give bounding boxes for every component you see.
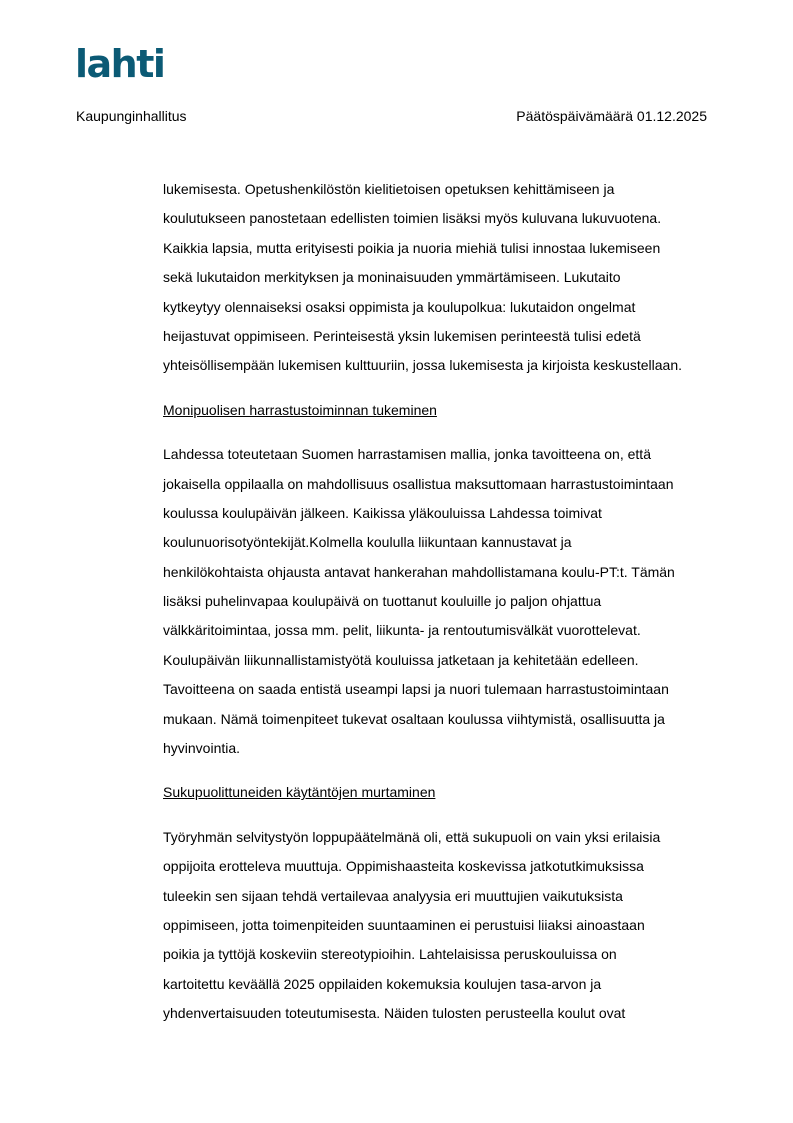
heading-text: Sukupuolittuneiden käytäntöjen murtaminen — [163, 784, 436, 801]
text-line: Koulupäivän liikunnallistamistyötä kouluissa jatketaan ja kehitetään edelleen. — [163, 651, 639, 668]
text-line: koulussa koulupäivän jälkeen. Kaikissa yläkouluissa Lahdessa toimivat — [163, 504, 602, 521]
text-line: yhteisöllisempään lukemisen kulttuuriin, jossa lukemisesta ja kirjoista keskustellaan. — [163, 357, 683, 374]
lahti-logo: lahti — [75, 42, 165, 86]
text-line: Tavoitteena on saada entistä useampi lapsi ja nuori tulemaan harrastustoimintaan — [163, 681, 669, 698]
text-line: Kaikkia lapsia, mutta erityisesti poikia ja nuoria miehiä tulisi innostaa lukemiseen — [163, 239, 661, 256]
text-line: kytkeytyy olennaiseksi osaksi oppimista ja koulupolkua: lukutaidon ongelmat — [163, 298, 636, 315]
text-line: sekä lukutaidon merkityksen ja moninaisuuden ymmärtämiseen. Lukutaito — [163, 269, 621, 286]
paragraph-reading — [163, 175, 723, 381]
text-line: yhdenvertaisuuden toteutumisesta. Näiden tulosten perusteella koulut ovat — [163, 1005, 626, 1022]
heading-text: Monipuolisen harrastustoiminnan tukeminen — [163, 401, 437, 418]
text-line: Lahdessa toteutetaan Suomen harrastamisen mallia, jonka tavoitteena on, että — [163, 446, 651, 463]
text-line: Työryhmän selvitystyön loppupäätelmänä oli, että sukupuoli on vain yksi erilaisia — [163, 828, 661, 845]
text-line: koulutukseen panostetaan edellisten toimien lisäksi myös kuluvana lukuvuotena. — [163, 210, 662, 227]
section-heading-gender — [163, 778, 723, 807]
paragraph-hobbies — [163, 440, 723, 763]
text-line: oppimiseen, jotta toimenpiteiden suuntaaminen ei perustuisi liiaksi ainoastaan — [163, 916, 645, 933]
paragraph-gender — [163, 823, 723, 1029]
text-line: välkkäritoimintaa, jossa mm. pelit, liikunta- ja rentoutumisvälkät vuorottelevat. — [163, 622, 641, 639]
text-line: mukaan. Nämä toimenpiteet tukevat osaltaan koulussa viihtymistä, osallisuutta ja — [163, 710, 665, 727]
text-line: heijastuvat oppimiseen. Perinteisestä yksin lukemisen perinteestä tulisi edetä — [163, 327, 641, 344]
text-line: henkilökohtaista ohjausta antavat hankerahan mahdollistamana koulu-PT:t. Tämän — [163, 563, 675, 580]
document-body — [163, 175, 723, 1044]
text-line: lisäksi puhelinvapaa koulupäivä on tuottanut kouluille jo paljon ohjattua — [163, 593, 602, 610]
text-line: tuleekin sen sijaan tehdä vertailevaa analyysia eri muuttujien vaikutuksista — [163, 887, 623, 904]
section-heading-hobbies — [163, 396, 723, 425]
organization-name: Kaupunginhallitus — [76, 108, 187, 124]
text-line: kartoitettu keväällä 2025 oppilaiden kokemuksia koulujen tasa-arvon ja — [163, 975, 602, 992]
text-line: koulunuorisotyöntekijät.Kolmella koululla liikuntaan kannustavat ja — [163, 534, 572, 551]
text-line: jokaisella oppilaalla on mahdollisuus osallistua maksuttomaan harrastustoimintaan — [163, 475, 674, 492]
decision-date: Päätöspäivämäärä 01.12.2025 — [516, 108, 707, 124]
text-line: poikia ja tyttöjä koskeviin stereotypioihin. Lahtelaisissa peruskouluissa on — [163, 946, 617, 963]
text-line: lukemisesta. Opetushenkilöstön kielitietoisen opetuksen kehittämiseen ja — [163, 181, 615, 197]
text-line: oppijoita erotteleva muuttuja. Oppimishaasteita koskevissa jatkotutkimuksissa — [163, 858, 644, 875]
text-line: hyvinvointia. — [163, 740, 241, 757]
